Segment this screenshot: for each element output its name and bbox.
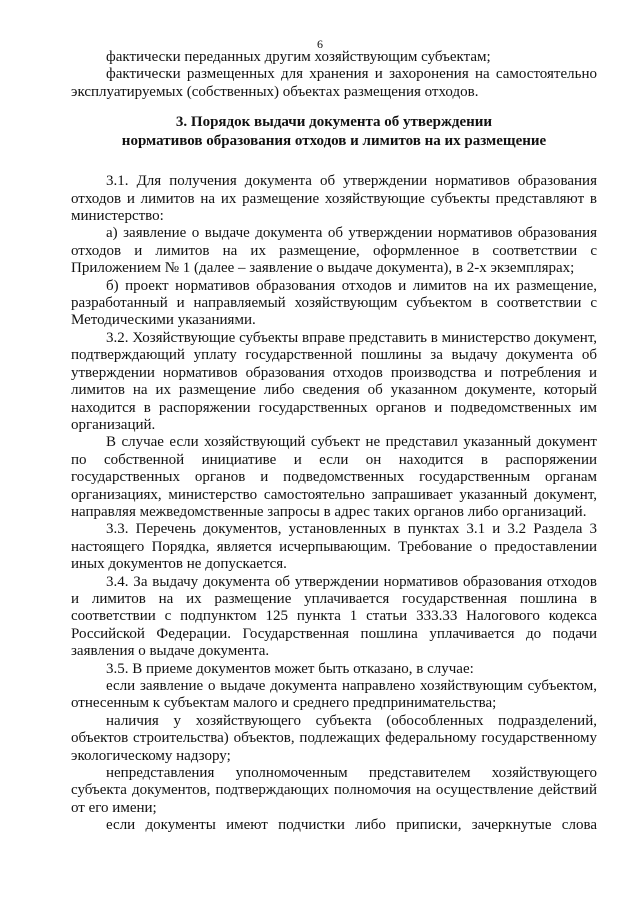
section-heading bbox=[71, 113, 597, 151]
paragraph: если документы имеют подчистки либо приписки, зачеркнутые слова bbox=[106, 817, 597, 834]
section-heading-line: 3. Порядок выдачи документа об утверждении bbox=[175, 114, 493, 131]
paragraph: непредставления уполномоченным представителем хозяйствующего субъекта документов, подтверждающих полномочия на осуществление действий от его имени; bbox=[71, 765, 597, 816]
paragraph: 3.1. Для получения документа об утверждении нормативов образования отходов и лимитов на их размещение хозяйствующие субъекты представляют в министерство: bbox=[71, 173, 597, 225]
page-number: 6 bbox=[317, 37, 323, 51]
paragraph: наличия у хозяйствующего субъекта (обособленных подразделений, объектов строительства) объектов, подлежащих федеральному государственному экологическому надзору; bbox=[71, 712, 597, 764]
paragraph: а) заявление о выдаче документа об утверждении нормативов образования отходов и лимитов на их размещение, оформленное в соответствии с Приложением № 1 (далее – заявление о выдаче документа), в 2-х экземплярах; bbox=[71, 225, 597, 277]
paragraph: 3.4. За выдачу документа об утверждении нормативов образования отходов и лимитов на их размещение уплачивается государственная пошлина в соответствии с подпунктом 125 пункта 1 статьи 333.33 Налогового кодекса Российской Федерации. Государственная пошлина уплачивается до подачи заявления о выдаче документа. bbox=[71, 573, 597, 660]
paragraph: б) проект нормативов образования отходов и лимитов на их размещение, разработанный и направляемый хозяйствующим субъектом в соответствии с Методическими указаниями. bbox=[71, 277, 597, 329]
paragraph: 3.2. Хозяйствующие субъекты вправе представить в министерство документ, подтверждающий уплату государственной пошлины за выдачу документа об утверждении нормативов образования отходов производства и потребления и лимитов на их размещение либо сведения об указанном документе, который находится в распоряжении государственных органов и подведомственных им организаций. bbox=[71, 329, 597, 433]
paragraph: В случае если хозяйствующий субъект не представил указанный документ по собственной инициативе и если он находится в распоряжении государственных органов и подведомственных государственным органам организациях, министерство самостоятельно запрашивает указанный документ, направляя межведомственные запросы в адрес таких органов либо организаций. bbox=[71, 434, 597, 520]
section-heading-line: нормативов образования отходов и лимитов на их размещение bbox=[121, 133, 547, 150]
paragraph: если заявление о выдаче документа направлено хозяйствующим субъектом, отнесенным к субъектам малого и среднего предпринимательства; bbox=[71, 678, 597, 712]
paragraph: фактически переданных другим хозяйствующим субъектам; bbox=[106, 49, 491, 65]
paragraph: фактически размещенных для хранения и захоронения на самостоятельно эксплуатируемых (собственных) объектах размещения отходов. bbox=[71, 66, 597, 100]
document-body bbox=[71, 49, 597, 835]
paragraph: 3.3. Перечень документов, установленных в пунктах 3.1 и 3.2 Раздела 3 настоящего Порядка, является исчерпывающим. Требование о предоставлении иных документов не допускается. bbox=[71, 521, 597, 573]
paragraph: 3.5. В приеме документов может быть отказано, в случае: bbox=[106, 660, 474, 677]
